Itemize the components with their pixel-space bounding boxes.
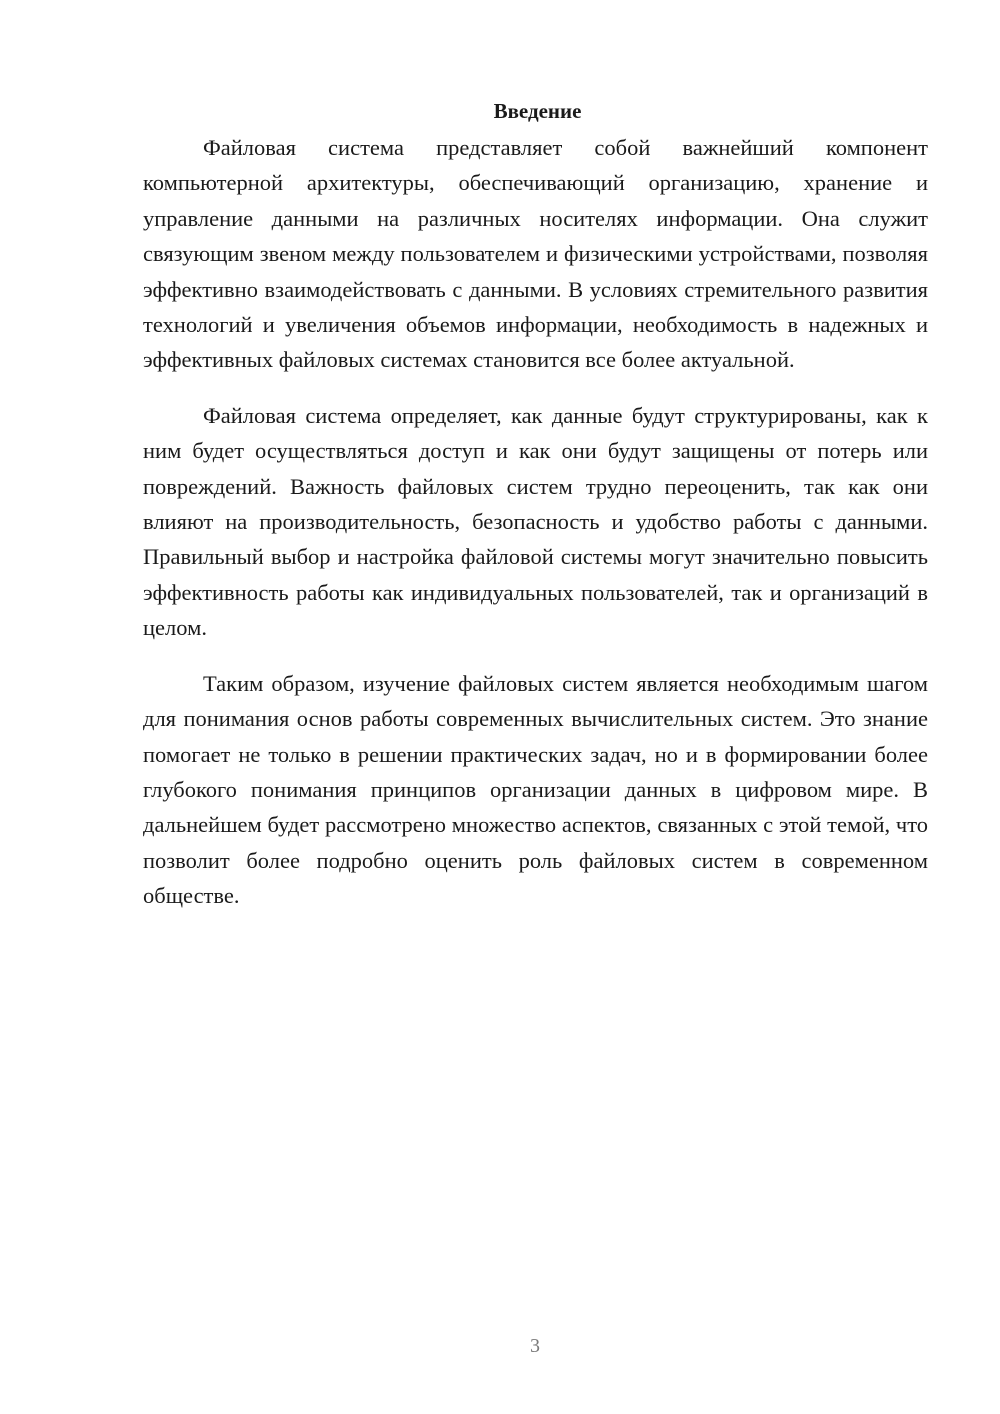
- section-heading: Введение: [493, 99, 582, 123]
- paragraph-1: Файловая система представляет собой важнейший компонент компьютерной архитектуры, обеспечивающий организацию, хранение и управление данными на различных носителях информации. Она служит связующим звеном между пользователем и физическими устройствами, позволяя эффективно взаимодействовать с данными. В условиях стремительного развития технологий и увеличения объемов информации, необходимость в надежных и эффективных файловых системах становится все более актуальной.: [143, 135, 928, 373]
- page-content: [143, 96, 928, 914]
- paragraph-3: Таким образом, изучение файловых систем является необходимым шагом для понимания основ работы современных вычислительных систем. Это знание помогает не только в решении практических задач, но и в формировании более глубокого понимания принципов организации данных в цифровом мире. В дальнейшем будет рассмотрено множество аспектов, связанных с этой темой, что позволит более подробно оценить роль файловых систем в современном обществе.: [143, 670, 928, 909]
- paragraph-2: Файловая система определяет, как данные будут структурированы, как к ним будет осуществляться доступ и как они будут защищены от потерь или повреждений. Важность файловых систем трудно переоценить, так как они влияют на производительность, безопасность и удобство работы с данными. Правильный выбор и настройка файловой системы могут значительно повысить эффективность работы как индивидуальных пользователей, так и организаций в целом.: [143, 402, 928, 641]
- page-number: 3: [530, 1335, 540, 1357]
